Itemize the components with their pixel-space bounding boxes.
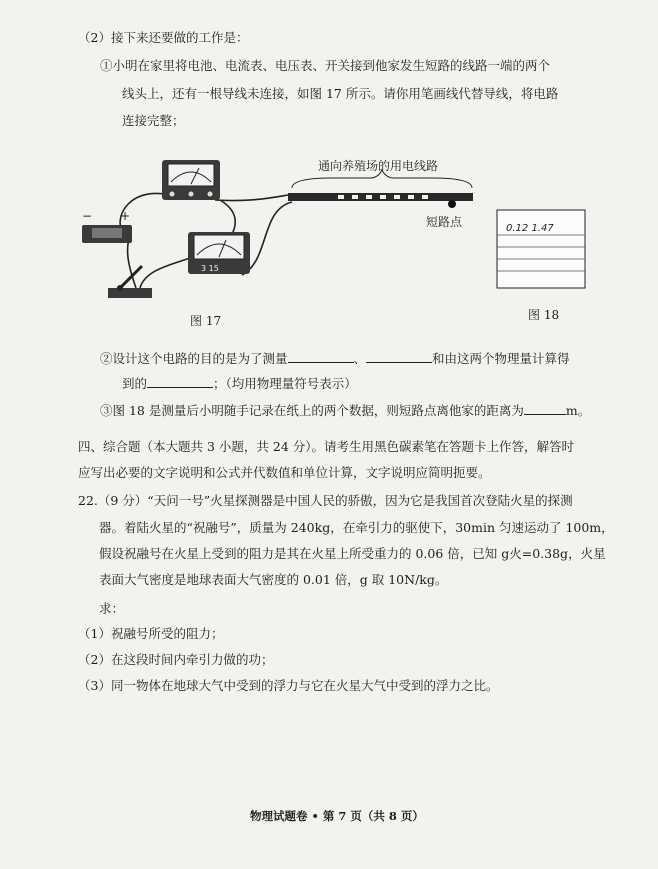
- item1-line2: 线头上，还有一根导线未连接，如图 17 所示。请你用笔画线代替导线，将电路: [122, 86, 559, 101]
- item2-line1: ②设计这个电路的目的是为了测量 、 和由这两个物理量计算得: [100, 351, 570, 366]
- q22-ask: 求：: [99, 601, 125, 616]
- item2-line2: 到的 ；（均用物理量符号表示）: [122, 376, 357, 391]
- short-point-label: 短路点: [426, 215, 463, 229]
- section4-line2: 应写出必要的文字说明和公式并代数值和单位计算，文字说明应简明扼要。: [78, 465, 491, 480]
- item3-line: ③图 18 是测量后小明随手记录在纸上的两个数据，则短路点离他家的距离为 m。: [100, 403, 591, 418]
- voltmeter: [188, 232, 250, 274]
- q22-line4: 表面大气密度是地球表面大气密度的 0.01 倍，g 取 10N/kg。: [99, 572, 448, 587]
- part2-heading: （2）接下来还要做的工作是：: [78, 30, 249, 45]
- ammeter: [162, 160, 220, 200]
- blank-quantity-2[interactable]: [366, 350, 432, 363]
- figure-17-caption: 图 17: [190, 314, 222, 328]
- wire: [215, 195, 288, 201]
- wire: [140, 258, 190, 288]
- q22-sub3: （3）同一物体在地球大气中受到的浮力与它在火星大气中受到的浮力之比。: [78, 678, 499, 693]
- q22-sub1: （1）祝融号所受的阻力；: [78, 626, 224, 641]
- q22-line2: 器。着陆火星的“祝融号”，质量为 240kg，在牵引力的驱使下，30min 匀速运动了 100m，: [99, 520, 614, 535]
- item1-line3: 连接完整；: [122, 113, 185, 128]
- figure-17-circuit: [70, 140, 490, 315]
- q22-sub2: （2）在这段时间内牵引力做的功；: [78, 652, 274, 667]
- item1-line1: ①小明在家里将电池、电流表、电压表、开关接到他家发生短路的线路一端的两个: [100, 58, 551, 73]
- note-handwriting: 0.12 1.47: [506, 223, 554, 234]
- page-footer: 物理试题卷 • 第 7 页（共 8 页）: [250, 809, 424, 823]
- blank-quantity-3[interactable]: [147, 375, 213, 388]
- q22-line3: 假设祝融号在火星上受到的阻力是其在火星上所受重力的 0.06 倍，已知 g火=0.38g，火星: [99, 546, 606, 561]
- battery-plus-label: +: [120, 209, 131, 223]
- meter-terminal-labels: 3 15: [201, 264, 219, 273]
- figure-18-caption: 图 18: [528, 308, 560, 322]
- q22-line1: 22.（9 分）“天问一号”火星探测器是中国人民的骄傲，因为它是我国首次登陆火星的探测: [78, 493, 573, 508]
- blank-quantity-1[interactable]: [288, 350, 354, 363]
- figure-18-note: [494, 207, 590, 293]
- power-line-label: 通向养殖场的用电线路: [318, 159, 439, 173]
- short-circuit-point: [448, 200, 456, 208]
- battery-minus-label: −: [82, 209, 93, 223]
- battery: [82, 209, 132, 243]
- section4-line1: 四、综合题（本大题共 3 小题，共 24 分）。请考生用黑色碳素笔在答题卡上作答，解答时: [78, 439, 575, 454]
- blank-distance[interactable]: [524, 402, 566, 415]
